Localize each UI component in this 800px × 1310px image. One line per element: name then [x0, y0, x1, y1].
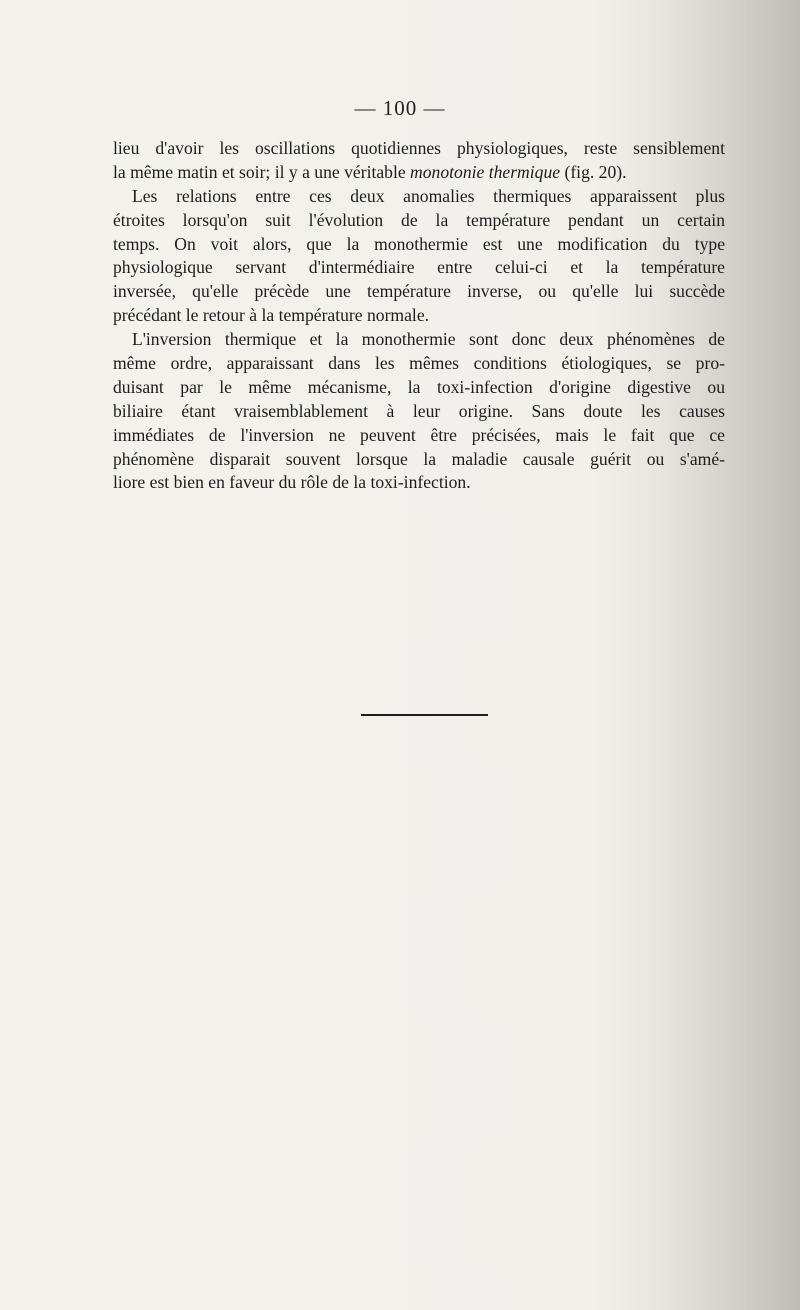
page-number: — 100 —: [354, 96, 446, 120]
text-line: L'inversion thermique et la monothermie sont donc deux phénomènes de: [132, 329, 725, 350]
text-run: (fig. 20).: [560, 161, 627, 182]
text-line: même ordre, apparaissant dans les mêmes conditions étiologiques, se pro-: [113, 353, 725, 374]
text-line: précédant le retour à la température normale.: [113, 305, 430, 326]
text-line: étroites lorsqu'on suit l'évolution de la température pendant un certain: [113, 209, 725, 230]
italic-term: monotonie thermique: [410, 161, 561, 182]
text-line: temps. On voit alors, que la monothermie est une modification du type: [113, 233, 725, 254]
body-text: [113, 137, 725, 495]
text-line: inversée, qu'elle précède une température inverse, ou qu'elle lui succède: [113, 281, 725, 302]
text-line: immédiates de l'inversion ne peuvent être précisées, mais le fait que ce: [113, 424, 725, 445]
text-line: biliaire étant vraisemblablement à leur origine. Sans doute les causes: [113, 400, 725, 421]
text-line: [113, 161, 725, 185]
text-run: la même matin et soir; il y a une véritable: [113, 161, 411, 182]
text-line: lieu d'avoir les oscillations quotidiennes physiologiques, reste sensiblement: [113, 138, 725, 158]
text-line: duisant par le même mécanisme, la toxi-infection d'origine digestive ou: [113, 376, 725, 397]
text-line: physiologique servant d'intermédiaire entre celui-ci et la température: [113, 257, 725, 278]
text-line: phénomène disparait souvent lorsque la maladie causale guérit ou s'amé-: [113, 448, 725, 469]
text-line: liore est bien en faveur du rôle de la toxi-infection.: [113, 472, 471, 493]
text-line: Les relations entre ces deux anomalies thermiques apparaissent plus: [132, 185, 725, 206]
section-divider: [361, 714, 488, 716]
